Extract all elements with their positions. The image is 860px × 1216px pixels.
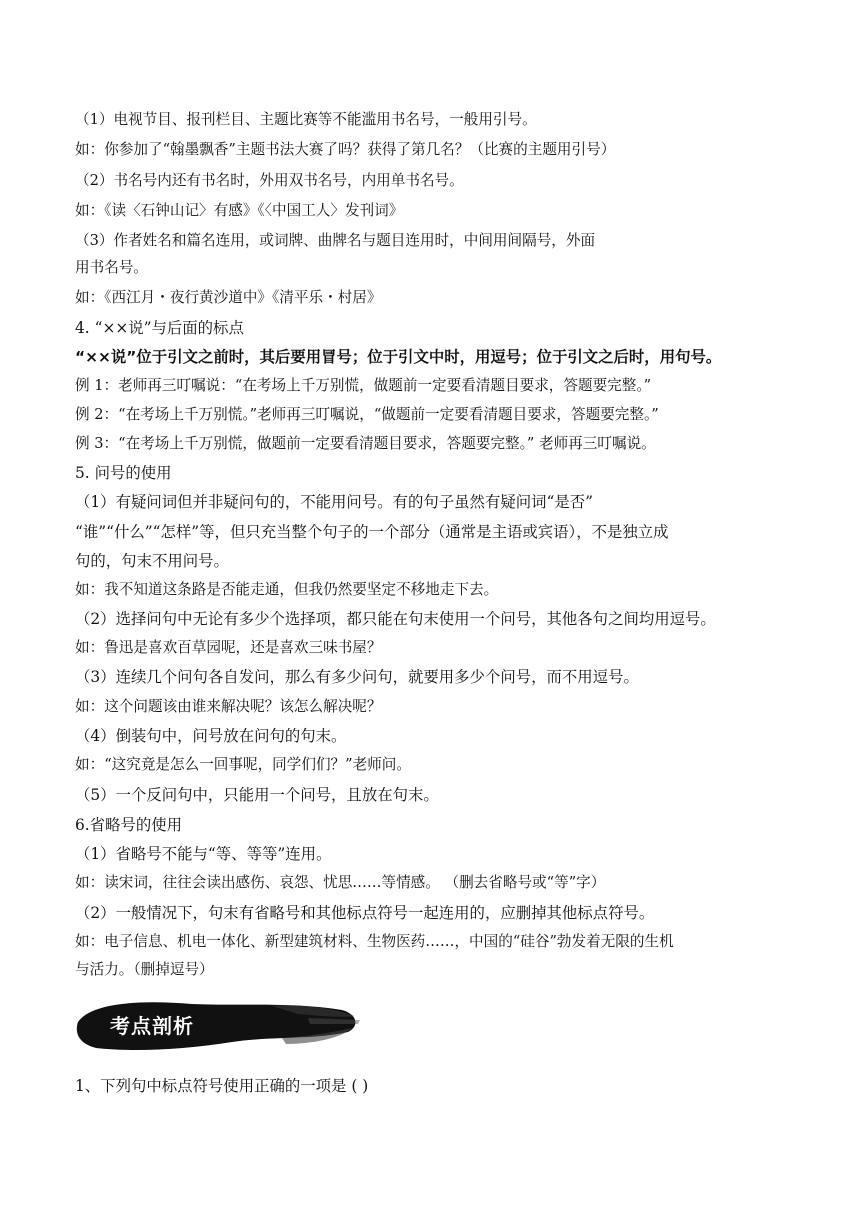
text-line: （3）连续几个问句各自发问，那么有多少问句，就要用多少个问号，而不用逗号。 — [75, 668, 639, 686]
example-line: 例 2：“在考场上千万别慌。”老师再三叮嘱说，“做题前一定要看清题目要求，答题要完整。” — [75, 406, 659, 423]
example-line: 如：我不知道这条路是否能走通，但我仍然要坚定不移地走下去。 — [75, 581, 499, 598]
example-line: 如：电子信息、机电一体化、新型建筑材料、生物医药……，中国的“硅谷”勃发着无限的生机 — [75, 933, 674, 950]
example-line: 如：《西江月・夜行黄沙道中》《清平乐・村居》 — [75, 289, 382, 306]
text-line: （1）省略号不能与“等、等等”连用。 — [75, 845, 332, 863]
example-line: 如：这个问题该由谁来解决呢？该怎么解决呢？ — [75, 698, 382, 715]
example-line: 例 3：“在考场上千万别慌，做题前一定要看清题目要求，答题要完整。” 老师再三叮嘱说。 — [75, 435, 656, 452]
rule-bold-line: “××说”位于引文之前时，其后要用冒号；位于引文中时，用逗号；位于引文之后时，用句号。 — [75, 348, 722, 366]
example-line: 如：“这究竟是怎么一回事呢，同学们们？”老师问。 — [75, 756, 411, 773]
text-line: “谁”“什么”“怎样”等，但只充当整个句子的一个部分（通常是主语或宾语），不是独立成 — [75, 523, 669, 541]
text-line: （4）倒装句中，问号放在问句的句末。 — [75, 727, 347, 745]
text-line: （2）书名号内还有书名时，外用双书名号，内用单书名号。 — [75, 172, 464, 189]
example-line: 例 1：老师再三叮嘱说：“在考场上千万别慌，做题前一定要看清题目要求，答题要完整。” — [75, 377, 652, 394]
text-line: （3）作者姓名和篇名连用，或词牌、曲牌名与题目连用时，中间用间隔号，外面 — [75, 232, 596, 249]
text-line: 句的，句末不用问号。 — [75, 552, 229, 570]
section-heading: 5. 问号的使用 — [75, 464, 172, 482]
banner-title: 考点剖析 — [110, 1014, 194, 1038]
text-line: （1）有疑问词但并非疑问句的，不能用问号。有的句子虽然有疑问词“是否” — [75, 493, 594, 511]
example-line: 如：读宋词，往往会读出感伤、哀怨、忧思……等情感。 （删去省略号或“等”字） — [75, 874, 606, 891]
text-line: （5）一个反问句中，只能用一个问号，且放在句末。 — [75, 786, 439, 804]
example-line: 如：你参加了“翰墨飘香”主题书法大赛了吗？获得了第几名？（比赛的主题用引号） — [75, 141, 616, 158]
text-line: （2）一般情况下，句末有省略号和其他标点符号一起连用的，应删掉其他标点符号。 — [75, 904, 655, 922]
example-line: 如：《读〈石钟山记〉有感》《〈中国工人〉发刊词》 — [75, 202, 404, 219]
question-line: 1、下列句中标点符号使用正确的一项是 ( ) — [75, 1077, 369, 1095]
text-line: （2）选择问句中无论有多少个选择项，都只能在句末使用一个问号，其他各句之间均用逗号。 — [75, 610, 716, 628]
section-heading: 4. “××说”与后面的标点 — [75, 319, 244, 337]
example-line: 如：鲁迅是喜欢百草园呢，还是喜欢三味书屋？ — [75, 639, 382, 656]
example-line: 与活力。（删掉逗号） — [75, 961, 214, 978]
text-line: （1）电视节目、报刊栏目、主题比赛等不能滥用书名号，一般用引号。 — [75, 111, 537, 128]
text-line: 用书名号。 — [75, 259, 148, 276]
section-banner — [72, 992, 362, 1058]
section-heading: 6.省略号的使用 — [75, 816, 183, 834]
